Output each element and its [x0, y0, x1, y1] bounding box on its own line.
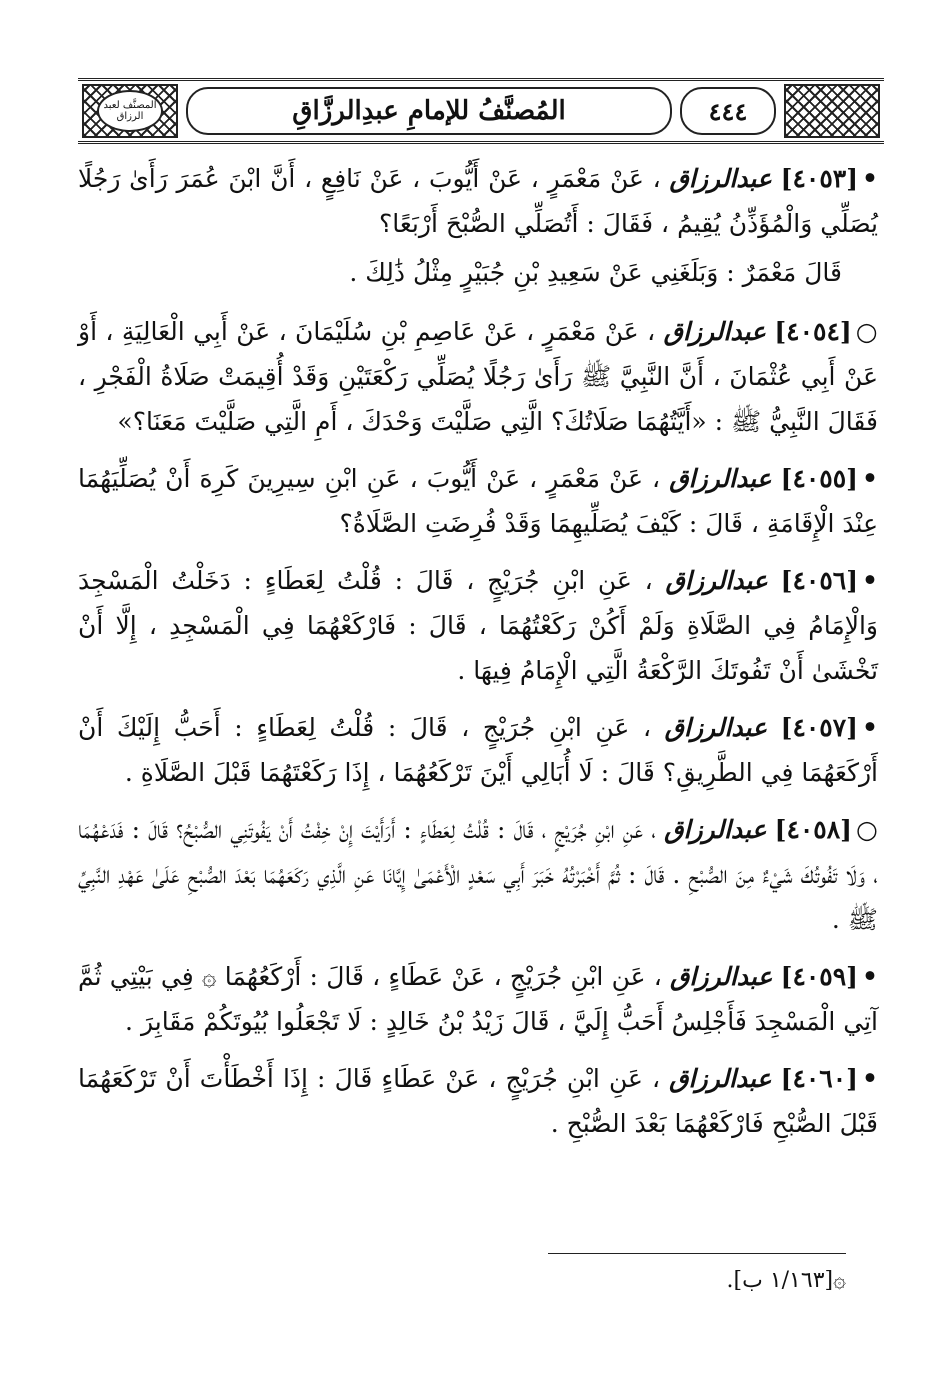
- hadith-number: [٤٠٥٧]: [780, 713, 858, 742]
- hadith-text: ، عَنِ ابْنِ جُرَيْجٍ ، قَالَ : قُلْتُ لِعَطَاءٍ : دَخَلْتُ الْمَسْجِدَ وَالْإِمَامُ فِي الصَّلَاةِ وَلَمْ أَكُنْ رَكَعْتُهُمَا ، قَالَ : فَارْكَعْهُمَا فِي الْمَسْجِدِ ، إِلَّا أَنْ تَخْشَىٰ أَنْ تَفُوتَكَ الرَّكْعَةُ الَّتِي الْإِمَامُ فِيهَا .: [78, 566, 878, 685]
- bullet: •: [862, 1064, 878, 1093]
- page-number: ٤٤٤: [680, 87, 776, 135]
- hadith-number: [٤٠٥٥]: [780, 464, 859, 493]
- hadith-text: ، عَنِ ابْنِ جُرَيْجٍ ، قَالَ : قُلْتُ لِعَطَاءٍ : أَرَأَيْتَ إِنْ خِفْتُ أَنْ يَفُوتَنِي الصُّبْحُ؟ قَالَ : فَدَعْهُمَا ، وَلَا تَفُوتُكَ شَيْءٌ مِنَ الصُّبْحِ . قَالَ : ثُمَّ أَخْبَرْتُهُ خَبَرَ أَبِي سَعْدٍ الْأَعْمَىٰ إِيَّانَا عَنِ الَّذِي رَكَعَهُمَا بَعْدَ الصُّبْحِ عَلَىٰ عَهْدِ النَّبِيِّ ﷺ .: [78, 815, 878, 934]
- hadith-number: [٤٠٥٣]: [780, 164, 859, 193]
- hadith-4054: [78, 309, 878, 444]
- author-name: عبدالرزاق: [664, 815, 767, 844]
- bullet: ○: [856, 815, 878, 844]
- hadith-number: [٤٠٥٨]: [774, 815, 852, 844]
- main-text: [78, 156, 878, 1158]
- hadith-4060: [78, 1056, 878, 1146]
- bullet: •: [862, 164, 879, 193]
- book-medallion: المصنَّف لعبد الرزاق: [97, 90, 163, 132]
- hadith-number: [٤٠٥٩]: [780, 962, 859, 991]
- hadith-number: [٤٠٥٤]: [774, 317, 852, 346]
- footnote: ۞[١/١٦٣ ب].: [726, 1268, 846, 1293]
- hadith-number: [٤٠٥٦]: [780, 566, 859, 595]
- hadith-text: ، عَنْ مَعْمَرٍ ، عَنْ أَيُّوبَ ، عَنْ نَافِعٍ ، أَنَّ ابْنَ عُمَرَ رَأَىٰ رَجُلًا يُصَلِّي وَالْمُؤَذِّنُ يُقِيمُ ، فَقَالَ : أَتُصَلِّي الصُّبْحَ أَرْبَعًا؟: [78, 164, 878, 238]
- ornament-right: [82, 84, 178, 138]
- hadith-4055: [78, 456, 878, 546]
- bullet: •: [862, 962, 878, 991]
- bullet: •: [862, 464, 878, 493]
- author-name: عبدالرزاق: [664, 713, 767, 742]
- hadith-4058: [78, 807, 878, 942]
- bullet: •: [862, 566, 879, 595]
- bullet: ○: [855, 317, 878, 346]
- author-name: عبدالرزاق: [669, 164, 772, 193]
- hadith-4057: [78, 705, 878, 795]
- author-name: عبدالرزاق: [665, 566, 768, 595]
- bullet: •: [862, 713, 878, 742]
- author-name: عبدالرزاق: [669, 1064, 772, 1093]
- running-title: المُصنَّفُ للإمامِ عبدِالرزَّاقِ: [186, 87, 672, 135]
- author-name: عبدالرزاق: [670, 962, 773, 991]
- hadith-text: ، عَنِ ابْنِ جُرَيْجٍ ، قَالَ : قُلْتُ لِعَطَاءٍ : أَحَبُّ إِلَيْكَ أَنْ أَرْكَعَهُمَا فِي الطَّرِيقِ؟ قَالَ : لَا أُبَالِي أَيْنَ تَرْكَعُهُمَا ، إِذَا رَكَعْتَهُمَا قَبْلَ الصَّلَاةِ .: [78, 713, 878, 787]
- hadith-text: ، عَنِ ابْنِ جُرَيْجٍ ، عَنْ عَطَاءٍ قَالَ : إِذَا أَخْطَأْتَ أَنْ تَرْكَعَهُمَا قَبْلَ الصُّبْحِ فَارْكَعْهُمَا بَعْدَ الصُّبْحِ .: [78, 1064, 878, 1138]
- hadith-text: ، عَنْ مَعْمَرٍ ، عَنْ أَيُّوبَ ، عَنِ ابْنِ سِيرِينَ كَرِهَ أَنْ يُصَلِّيَهُمَا عِنْدَ الْإِقَامَةِ ، قَالَ : كَيْفَ يُصَلِّيهِمَا وَقَدْ فُرِضَتِ الصَّلَاةُ؟: [78, 464, 878, 538]
- hadith-text: ، عَنِ ابْنِ جُرَيْجٍ ، عَنْ عَطَاءٍ ، قَالَ : أَرْكَعُهُمَا ۞ فِي بَيْتِي ثُمَّ آتِي الْمَسْجِدَ فَأَجْلِسُ أَحَبُّ إِلَيَّ ، قَالَ زَيْدُ بْنُ خَالِدٍ : لَا تَجْعَلُوا بُيُوتَكُمْ مَقَابِرَ .: [78, 962, 878, 1036]
- page-header: [78, 78, 884, 144]
- hadith-4056: [78, 558, 878, 693]
- author-name: عبدالرزاق: [663, 317, 766, 346]
- author-name: عبدالرزاق: [669, 464, 772, 493]
- hadith-text: ، عَنْ مَعْمَرٍ ، عَنْ عَاصِمِ بْنِ سُلَيْمَانَ ، عَنْ أَبِي الْعَالِيَةِ ، أَوْ عَنْ أَبِي عُثْمَانَ ، أَنَّ النَّبِيَّ ﷺ رَأَىٰ رَجُلًا يُصَلِّي رَكْعَتَيْنِ وَقَدْ أُقِيمَتْ صَلَاةُ الْفَجْرِ ، فَقَالَ النَّبِيُّ ﷺ : «أَيَّتُهُمَا صَلَاتُكَ؟ الَّتِي صَلَّيْتَ وَحْدَكَ ، أَمِ الَّتِي صَلَّيْتَ مَعَنَا؟»: [78, 317, 878, 436]
- hadith-4059: [78, 954, 878, 1044]
- hadith-4053-note: قَالَ مَعْمَرٌ : وَبَلَغَنِي عَنْ سَعِيدِ بْنِ جُبَيْرٍ مِثْلُ ذَٰلِكَ .: [349, 258, 842, 287]
- footnote-divider: [548, 1253, 846, 1254]
- hadith-number: [٤٠٦٠]: [780, 1064, 859, 1093]
- ornament-left: [784, 84, 880, 138]
- hadith-4053: [78, 156, 878, 246]
